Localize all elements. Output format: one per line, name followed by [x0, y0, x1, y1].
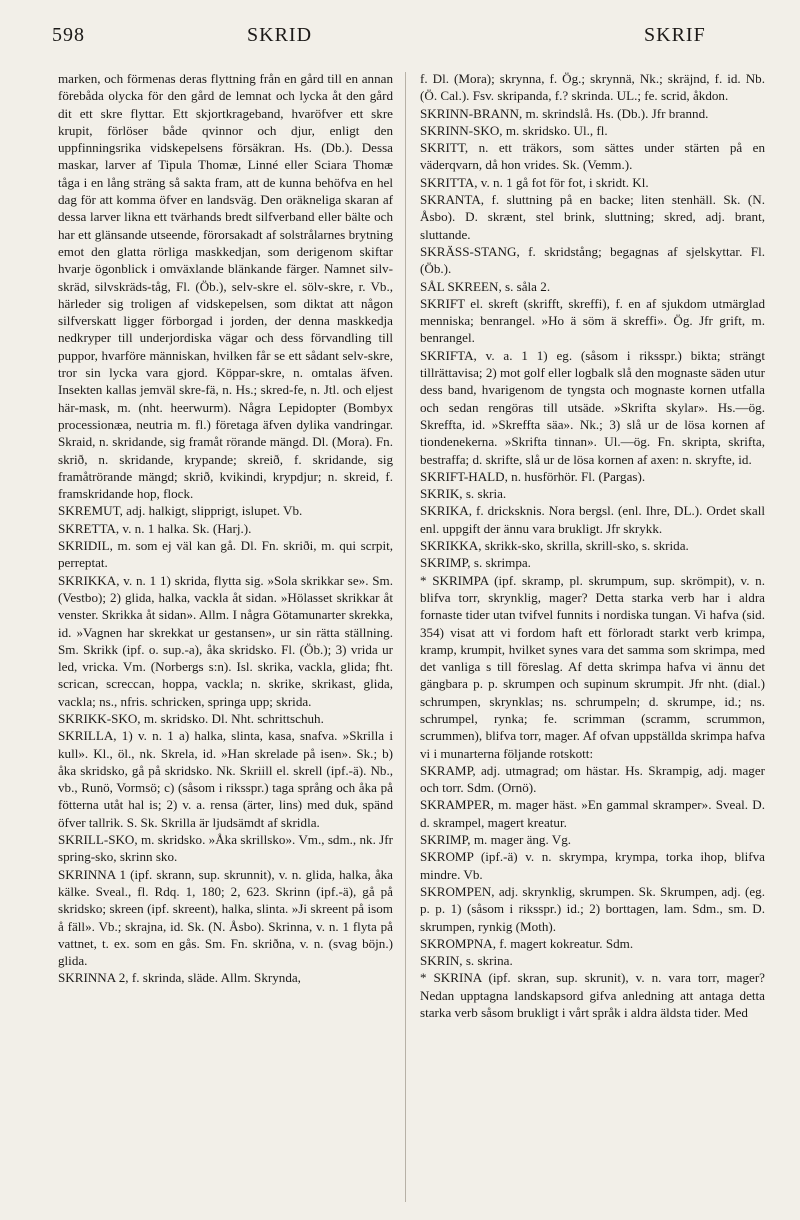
entry-paragraph: SKRIN, s. skrina.	[420, 953, 513, 969]
entry-paragraph: SKROMPNA, f. magert kokreatur. Sdm.	[420, 935, 634, 951]
left-column	[58, 70, 393, 1210]
guide-word-left: SKRID	[247, 24, 313, 46]
entry-paragraph: * SKRINA (ipf. skran, sup. skrunit), v. n. vara torr, mager? Nedan upptagna landskapsord gifva anledning att antaga detta starka verb såsom brukligt i vårt språk i aldra äldsta tider. Med	[420, 970, 765, 1021]
entry-paragraph: SKRIKK-SKO, m. skridsko. Dl. Nht. schrittschuh.	[58, 710, 324, 726]
entry-paragraph: SKRITT, n. ett träkors, som sättes under stärten på en väderqvarn, då hon vrides. Sk. (Vemm.).	[420, 140, 765, 173]
entry-paragraph: SKRITTA, v. n. 1 gå fot för fot, i skridt. Kl.	[420, 174, 649, 190]
entry-paragraph: SKROMPEN, adj. skrynklig, skrumpen. Sk. Skrumpen, adj. (eg. p. p. 1) (såsom i riksspr.) id.; 2) borttagen, lam. Sdm., sm. D. skrumpen, rynkig (Moth).	[420, 883, 765, 934]
entry-paragraph: SKRIK, s. skria.	[420, 486, 507, 502]
guide-word-right: SKRIF	[644, 24, 706, 46]
entry-paragraph: * SKRIMPA (ipf. skramp, pl. skrumpum, sup. skrömpit), v. n. blifva torr, skrynklig, mager? Detta starka verb har i aldra fornaste tider utan tvifvel funnits i nordiska tungan. Vi hafva (sid. 354) visat att vi fordom haft ett förloradt starkt verb krimpa, kramp, krumpit, hvilket synes vara det samma som skrimpa, med det vanliga s till föreslag. Af detta skrimpa hafva vi ännu det gängbara p. p. skrumpen och supinum skrumpit. Jfr nht. (dial.) schrumpen, skrynklas; ns. schrumpeln; d. skrumpe, id.; ns. schrumpel, rynka; fe. scrimman (scramm, scrummon, scrummen), blifva torr, mager. Af ofvan uppställda skrimpa hafva vi i munarterna följande rotskott:	[420, 572, 765, 761]
entry-paragraph: SKRANTA, f. sluttning på en backe; liten stenhäll. Sk. (N. Åsbo). D. skrænt, stel brink, sluttning; skred, adj. brant, sluttande.	[420, 192, 765, 242]
entry-paragraph: SKRAMPER, m. mager häst. »En gammal skramper». Sveal. D. d. skrampel, magert kreatur.	[420, 797, 765, 830]
entry-paragraph: SKRINN-SKO, m. skridsko. Ul., fl.	[420, 122, 608, 138]
entry-paragraph: SKROMP (ipf.-ä) v. n. skrympa, krympa, torka ihop, blifva mindre. Vb.	[420, 849, 765, 882]
entry-paragraph: SKRILLA, 1) v. n. 1 a) halka, slinta, kasa, snafva. »Skrilla i kull». Kl., öl., nk. Skrela, id. »Han skrelade på isen». Sk.; b) åka skridsko, gå på skridsko. Nk. Skriill el. skrell (ipf.-ä). Nb., vb., Runö, Vormsö; c) (såsom i riksspr.) taga språng och åka på fötterna utåt hal is; 2) v. a. rensa (ärter, lins) med duk, spänd öfver tallrik. S. Sk. Skrilla är ljudsämdt af skridla.	[58, 728, 393, 830]
entry-paragraph: SKRIFT-HALD, n. husförhör. Fl. (Pargas).	[420, 468, 646, 484]
entry-paragraph: SKRIKKA, v. n. 1 1) skrida, flytta sig. »Sola skrikkar se». Sm. (Vestbo); 2) glida, halka, vackla åt sidan. »Hölasset skrikkar åt venster. Skrikka åt sidan». Allm. I några Götamunarter skrekka, id. »Vagnen har skrekkat ur gestansen», ur sin rätta ställning. Sm. Skrikk (ipf. o. sup.-a), åka skridsko. Fl. (Öb.); 3) vrida ur led, vricka. Vm. (Norbergs s:n). Isl. skrika, vackla, glida; fht. scrican, screccan, hoppa, vackla; n. skrike, skrikast, glida, vackla; ns., nfris. schricken, springa upp; skrida.	[58, 572, 393, 709]
entry-paragraph: SKRIKA, f. dricksknis. Nora bergsl. (enl. Ihre, DL.). Ordet skall enl. uppgift der ännu vara brukligt. Jfr skrykk.	[420, 503, 765, 536]
entry-paragraph: SKRETTA, v. n. 1 halka. Sk. (Harj.).	[58, 520, 252, 536]
entry-paragraph: SKRINNA 1 (ipf. skrann, sup. skrunnit), v. n. glida, halka, åka kälke. Sveal., fl. Rdq. 1, 180; 2, 623. Skrinn (ipf.-ä), gå på skridsko; skreen (ipf. skreent), halka, slinta. »Ji skreent på isom å fäll». Vb.; skrajna, id. Sk. (N. Åsbo). Skrinna, v. n. 1 flyta på vattnet, t. ex. som en gås. Sm. Fn. skriðna, v. n. (svag böjn.) glida.	[58, 866, 393, 969]
entry-paragraph: SKREMUT, adj. halkigt, slipprigt, islupet. Vb.	[58, 503, 303, 519]
entry-paragraph: SKRIDIL, m. som ej väl kan gå. Dl. Fn. skriði, m. qui scrpit, perreptat.	[58, 538, 393, 571]
right-column	[420, 70, 765, 1210]
entry-paragraph: marken, och förmenas deras flyttning från en gård till en annan förebåda olycka för den gård de lemnat och lycka åt den gård dit ett skre flyttar. Ett skjortkrageband, hvaröfver ett skre krupit, förlöser både qvinnor och djur, enligt den uppfinningsrika vidskepelsens försäkran. Hs. (Db.). Dessa maskar, larver af Tipula Thomæ, Linné eller Sciara Thomæ tåga i en lång sträng så sakta fram, att de kunna behöfva en hel dag för att komma öfver en landsväg. Den oräkneliga skaran af dessa larver likna ett tvärhands bredt silfverband eller bälte och har ett glänsande utseende, förorsakadt af solstrålarnes brytning emot den glatta rörliga maskkedjan, som derigenom skiftar hvarje ögonblick i omväxlande blänkande färger. Namnet silv-skräd, silvskräds-tåg, Fl. (Öb.), selv-skre el. sölv-skre, r. Vb., härleder sig troligen af vidskepelsen, som diktat att någon silfverskatt ligger förborgad i jorden, der denna maskkedja nedkryper till underjordiska vägar och dess förvandling till puppor, hvarföre människan, hvilken får se ett sådant selv-skre, tror sin lycka vara gjord. Köppar-skre, n. omtalas äfven. Insekten kallas jemväl skre-fä, n. Hs.; skred-fe, n. Jtl. och eljest här-mask, m. (nht. heerwurm). Några Lepidopter (Bombyx processionæa, neutria m. fl.) företaga äfven dylika vandringar. Skraid, n. skridande, sig framåt rörande mängd. Dl. (Mora). Fn. skrið, n. skridande, krypande; skreið, f. skridande, sig framåtrörande mängd; skrið, kvikindi, krypdjur; n. skreid, f. framskridande hop, flock.	[58, 71, 393, 502]
entry-paragraph: SKRIKKA, skrikk-sko, skrilla, skrill-sko, s. skrida.	[420, 538, 689, 554]
page-number: 598	[52, 24, 85, 46]
page-header	[52, 24, 760, 54]
entry-paragraph: SKRILL-SKO, m. skridsko. »Åka skrillsko». Vm., sdm., nk. Jfr spring-sko, skrinn sko.	[58, 832, 393, 865]
entry-paragraph: SÅL SKREEN, s. såla 2.	[420, 278, 551, 294]
column-divider	[405, 72, 406, 1202]
entry-paragraph: SKRIFT el. skreft (skrifft, skreffi), f. en af sjukdom utmärglad menniska; benrangel. »Ho ä söm ä skreffi». Ög. Jfr grift, m. benrangel.	[420, 295, 765, 346]
entry-paragraph: SKRAMP, adj. utmagrad; om hästar. Hs. Skrampig, adj. mager och torr. Sdm. (Ornö).	[420, 762, 765, 796]
entry-paragraph: SKRIMP, s. skrimpa.	[420, 555, 531, 571]
entry-paragraph: f. Dl. (Mora); skrynna, f. Ög.; skrynnä, Nk.; skräjnd, f. id. Nb. (Ö. Cal.). Fsv. skripanda, f.? skrinda. UL.; fe. scrid, åkdon.	[420, 71, 765, 104]
entry-paragraph: SKRIFTA, v. a. 1 1) eg. (såsom i riksspr.) bikta; strängt tillrättavisa; 2) mot golf eller logbalk slå den mognaste säden utur dess band, hvarigenom de tyngsta och mognaste kornen utfalla och sedan rengöras till utsäde. »Skrifta skylar». Hs.—ög. Skreffta, id. »Skreffta säa». Nk.; 3) slå ur de lösa kornen af tiondenekerna. »Skrifta tinnan». Ul.—ög. Fn. skripta, skrifta, bestraffa; d. skrifte, slå ur de lösa kornen af axen: n. skryfte, id.	[420, 347, 765, 467]
entry-paragraph: SKRÄSS-STANG, f. skridstång; begagnas af sjelskyttar. Fl. (Öb.).	[420, 243, 765, 277]
entry-paragraph: SKRIMP, m. mager äng. Vg.	[420, 832, 572, 848]
entry-paragraph: SKRINNA 2, f. skrinda, släde. Allm. Skrynda,	[58, 970, 301, 986]
entry-paragraph: SKRINN-BRANN, m. skrindslå. Hs. (Db.). Jfr brannd.	[420, 105, 709, 121]
